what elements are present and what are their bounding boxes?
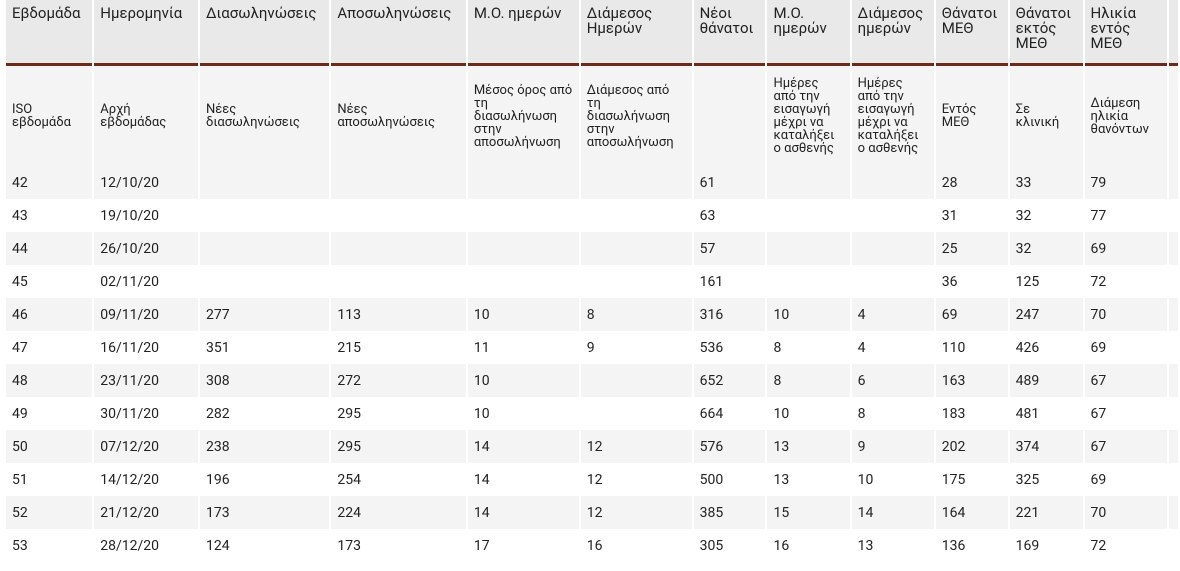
- table-cell: 481: [1010, 397, 1083, 430]
- table-cell: 25: [936, 232, 1008, 265]
- table-cell: 238: [200, 430, 329, 463]
- table-cell: [852, 265, 934, 298]
- table-edge: [1169, 463, 1178, 496]
- table-cell: [581, 199, 692, 232]
- table-cell: 536: [694, 331, 766, 364]
- table-cell: [331, 265, 466, 298]
- table-cell: 6: [852, 364, 934, 397]
- table-cell: 12: [581, 496, 692, 529]
- table-cell: 173: [200, 496, 329, 529]
- table-cell: [581, 364, 692, 397]
- table-edge: [1169, 331, 1178, 364]
- table-row: [6, 166, 1178, 199]
- subheader-row: [6, 66, 1178, 166]
- table-cell: 42: [6, 166, 92, 199]
- col-header-mean-days-death[interactable]: Μ.Ο. ημερών: [767, 0, 849, 66]
- col-header-icu-deaths[interactable]: Θάνατοι ΜΕΘ: [936, 0, 1008, 66]
- col-header-age-icu[interactable]: Ηλικία εντός ΜΕΘ: [1085, 0, 1167, 66]
- col-description: ISO εβδομάδα: [6, 66, 92, 166]
- table-cell: 16: [581, 529, 692, 562]
- table-cell: 295: [331, 397, 466, 430]
- table-cell: [468, 166, 579, 199]
- icu-weekly-table: [4, 0, 1180, 562]
- table-cell: 110: [936, 331, 1008, 364]
- table-cell: [852, 232, 934, 265]
- table-cell: 16: [767, 529, 849, 562]
- table-cell: 11: [468, 331, 579, 364]
- table-cell: 385: [694, 496, 766, 529]
- col-description: Εντός ΜΕΘ: [936, 66, 1008, 166]
- table-cell: 277: [200, 298, 329, 331]
- table-cell: 43: [6, 199, 92, 232]
- table-cell: 48: [6, 364, 92, 397]
- table-cell: 426: [1010, 331, 1083, 364]
- table-cell: 69: [1085, 232, 1167, 265]
- col-header-median-days[interactable]: Διάμεσος Ημερών: [581, 0, 692, 66]
- table-cell: 164: [936, 496, 1008, 529]
- table-cell: 9: [852, 430, 934, 463]
- table-cell: 72: [1085, 529, 1167, 562]
- table-cell: 45: [6, 265, 92, 298]
- table-cell: [767, 232, 849, 265]
- table-cell: 10: [468, 364, 579, 397]
- table-cell: 272: [331, 364, 466, 397]
- table-row: [6, 529, 1178, 562]
- table-cell: 576: [694, 430, 766, 463]
- table-cell: [331, 166, 466, 199]
- table-cell: [581, 166, 692, 199]
- table-cell: [767, 166, 849, 199]
- table-cell: 61: [694, 166, 766, 199]
- table-cell: 10: [468, 397, 579, 430]
- table-cell: 10: [767, 397, 849, 430]
- table-cell: 136: [936, 529, 1008, 562]
- col-header-date[interactable]: Ημερομηνία: [94, 0, 198, 66]
- col-header-mean-days[interactable]: Μ.Ο. ημερών: [468, 0, 579, 66]
- table-row: [6, 463, 1178, 496]
- col-description: Μέσος όρος από τη διασωλήνωση στην αποσωλήνωση: [468, 66, 579, 166]
- table-edge: [1169, 66, 1178, 166]
- table-edge: [1169, 265, 1178, 298]
- table-row: [6, 331, 1178, 364]
- table-cell: 33: [1010, 166, 1083, 199]
- table-cell: 28: [936, 166, 1008, 199]
- table-cell: 224: [331, 496, 466, 529]
- table-cell: 51: [6, 463, 92, 496]
- table-cell: 13: [767, 463, 849, 496]
- table-cell: 305: [694, 529, 766, 562]
- table-cell: [581, 397, 692, 430]
- table-cell: 15: [767, 496, 849, 529]
- table-edge: [1169, 232, 1178, 265]
- table-cell: [468, 199, 579, 232]
- col-description: Νέες αποσωληνώσεις: [331, 66, 466, 166]
- col-description: Αρχή εβδομάδας: [94, 66, 198, 166]
- table-cell: 500: [694, 463, 766, 496]
- table-cell: 28/12/20: [94, 529, 198, 562]
- table-cell: 09/11/20: [94, 298, 198, 331]
- table-cell: 30/11/20: [94, 397, 198, 430]
- table-cell: 10: [468, 298, 579, 331]
- table-edge: [1169, 298, 1178, 331]
- table-row: [6, 298, 1178, 331]
- col-description: Ημέρες από την εισαγωγή μέχρι να καταλήξει ο ασθενής: [767, 66, 849, 166]
- table-cell: [767, 199, 849, 232]
- table-row: [6, 496, 1178, 529]
- table-cell: 8: [767, 364, 849, 397]
- table-cell: 23/11/20: [94, 364, 198, 397]
- table-edge: [1169, 496, 1178, 529]
- table-cell: 67: [1085, 430, 1167, 463]
- table-cell: 14: [468, 430, 579, 463]
- table-cell: [767, 265, 849, 298]
- table-cell: 125: [1010, 265, 1083, 298]
- table-cell: 10: [767, 298, 849, 331]
- col-description: Σε κλινική: [1010, 66, 1083, 166]
- table-cell: 9: [581, 331, 692, 364]
- table-row: [6, 265, 1178, 298]
- col-description: Ημέρες από την εισαγωγή μέχρι να καταλήξει ο ασθενής: [852, 66, 934, 166]
- table-cell: 79: [1085, 166, 1167, 199]
- table-edge: [1169, 529, 1178, 562]
- col-header-non-icu-deaths[interactable]: Θάνατοι εκτός ΜΕΘ: [1010, 0, 1083, 66]
- table-cell: 308: [200, 364, 329, 397]
- table-cell: 161: [694, 265, 766, 298]
- table-cell: 19/10/20: [94, 199, 198, 232]
- table-cell: 351: [200, 331, 329, 364]
- table-cell: 14: [468, 496, 579, 529]
- table-cell: 12/10/20: [94, 166, 198, 199]
- table-cell: 63: [694, 199, 766, 232]
- table-cell: 124: [200, 529, 329, 562]
- table-cell: [200, 265, 329, 298]
- table-cell: 70: [1085, 496, 1167, 529]
- table-cell: 12: [581, 430, 692, 463]
- table-cell: 53: [6, 529, 92, 562]
- table-cell: 17: [468, 529, 579, 562]
- table-edge: [1169, 199, 1178, 232]
- table-cell: [468, 232, 579, 265]
- table-cell: 175: [936, 463, 1008, 496]
- table-cell: 325: [1010, 463, 1083, 496]
- table-cell: 67: [1085, 364, 1167, 397]
- table-row: [6, 397, 1178, 430]
- table-cell: [200, 199, 329, 232]
- table-cell: [581, 232, 692, 265]
- table-cell: 652: [694, 364, 766, 397]
- table-cell: 254: [331, 463, 466, 496]
- table-cell: 169: [1010, 529, 1083, 562]
- table-cell: 221: [1010, 496, 1083, 529]
- table-cell: 163: [936, 364, 1008, 397]
- table-cell: 247: [1010, 298, 1083, 331]
- table-edge: [1169, 166, 1178, 199]
- header-row: [6, 0, 1178, 66]
- table-cell: 49: [6, 397, 92, 430]
- table-cell: 183: [936, 397, 1008, 430]
- table-cell: 44: [6, 232, 92, 265]
- table-edge: [1169, 430, 1178, 463]
- table-cell: [468, 265, 579, 298]
- table-cell: 295: [331, 430, 466, 463]
- table-cell: 72: [1085, 265, 1167, 298]
- table-cell: 12: [581, 463, 692, 496]
- table-cell: 14: [852, 496, 934, 529]
- table-row: [6, 232, 1178, 265]
- table-cell: 46: [6, 298, 92, 331]
- table-cell: [581, 265, 692, 298]
- table-cell: [331, 199, 466, 232]
- table-row: [6, 199, 1178, 232]
- table-cell: 31: [936, 199, 1008, 232]
- table-cell: 113: [331, 298, 466, 331]
- table-edge: [1169, 397, 1178, 430]
- table-cell: 8: [852, 397, 934, 430]
- table-cell: 8: [581, 298, 692, 331]
- table-cell: 374: [1010, 430, 1083, 463]
- table-edge: [1169, 0, 1178, 66]
- table-row: [6, 430, 1178, 463]
- table-cell: [852, 199, 934, 232]
- table-cell: 32: [1010, 199, 1083, 232]
- col-header-intubations[interactable]: Διασωληνώσεις: [200, 0, 329, 66]
- table-cell: 14: [468, 463, 579, 496]
- col-header-new-deaths[interactable]: Νέοι θάνατοι: [694, 0, 766, 66]
- table-cell: 4: [852, 298, 934, 331]
- table-cell: [331, 232, 466, 265]
- table-cell: 07/12/20: [94, 430, 198, 463]
- table-cell: 36: [936, 265, 1008, 298]
- table-cell: 47: [6, 331, 92, 364]
- table-cell: 173: [331, 529, 466, 562]
- col-description: Διάμεση ηλικία θανόντων: [1085, 66, 1167, 166]
- table-cell: 664: [694, 397, 766, 430]
- table-cell: 02/11/20: [94, 265, 198, 298]
- table-cell: 13: [767, 430, 849, 463]
- table-cell: 26/10/20: [94, 232, 198, 265]
- table-cell: 77: [1085, 199, 1167, 232]
- table-edge: [1169, 364, 1178, 397]
- table-cell: [200, 232, 329, 265]
- col-description: Νέες διασωληνώσεις: [200, 66, 329, 166]
- table-cell: 215: [331, 331, 466, 364]
- table-cell: 10: [852, 463, 934, 496]
- table-cell: 282: [200, 397, 329, 430]
- col-description: [694, 66, 766, 166]
- table-cell: 32: [1010, 232, 1083, 265]
- table-cell: 67: [1085, 397, 1167, 430]
- table-cell: [200, 166, 329, 199]
- table-row: [6, 364, 1178, 397]
- table-cell: 316: [694, 298, 766, 331]
- table-cell: 52: [6, 496, 92, 529]
- table-cell: 50: [6, 430, 92, 463]
- table-cell: 70: [1085, 298, 1167, 331]
- table-cell: 14/12/20: [94, 463, 198, 496]
- table-cell: 202: [936, 430, 1008, 463]
- col-header-week[interactable]: Εβδομάδα: [6, 0, 92, 66]
- col-description: Διάμεσος από τη διασωλήνωση στην αποσωλήνωση: [581, 66, 692, 166]
- table-cell: 69: [936, 298, 1008, 331]
- table-cell: 69: [1085, 331, 1167, 364]
- table-cell: 21/12/20: [94, 496, 198, 529]
- table-cell: 16/11/20: [94, 331, 198, 364]
- table-cell: 196: [200, 463, 329, 496]
- table-body: [6, 166, 1178, 562]
- table-cell: 4: [852, 331, 934, 364]
- table-cell: 489: [1010, 364, 1083, 397]
- col-header-median-days-death[interactable]: Διάμεσος ημερών: [852, 0, 934, 66]
- table-cell: [852, 166, 934, 199]
- table-cell: 8: [767, 331, 849, 364]
- table-cell: 57: [694, 232, 766, 265]
- table-cell: 13: [852, 529, 934, 562]
- table-cell: 69: [1085, 463, 1167, 496]
- col-header-extubations[interactable]: Αποσωληνώσεις: [331, 0, 466, 66]
